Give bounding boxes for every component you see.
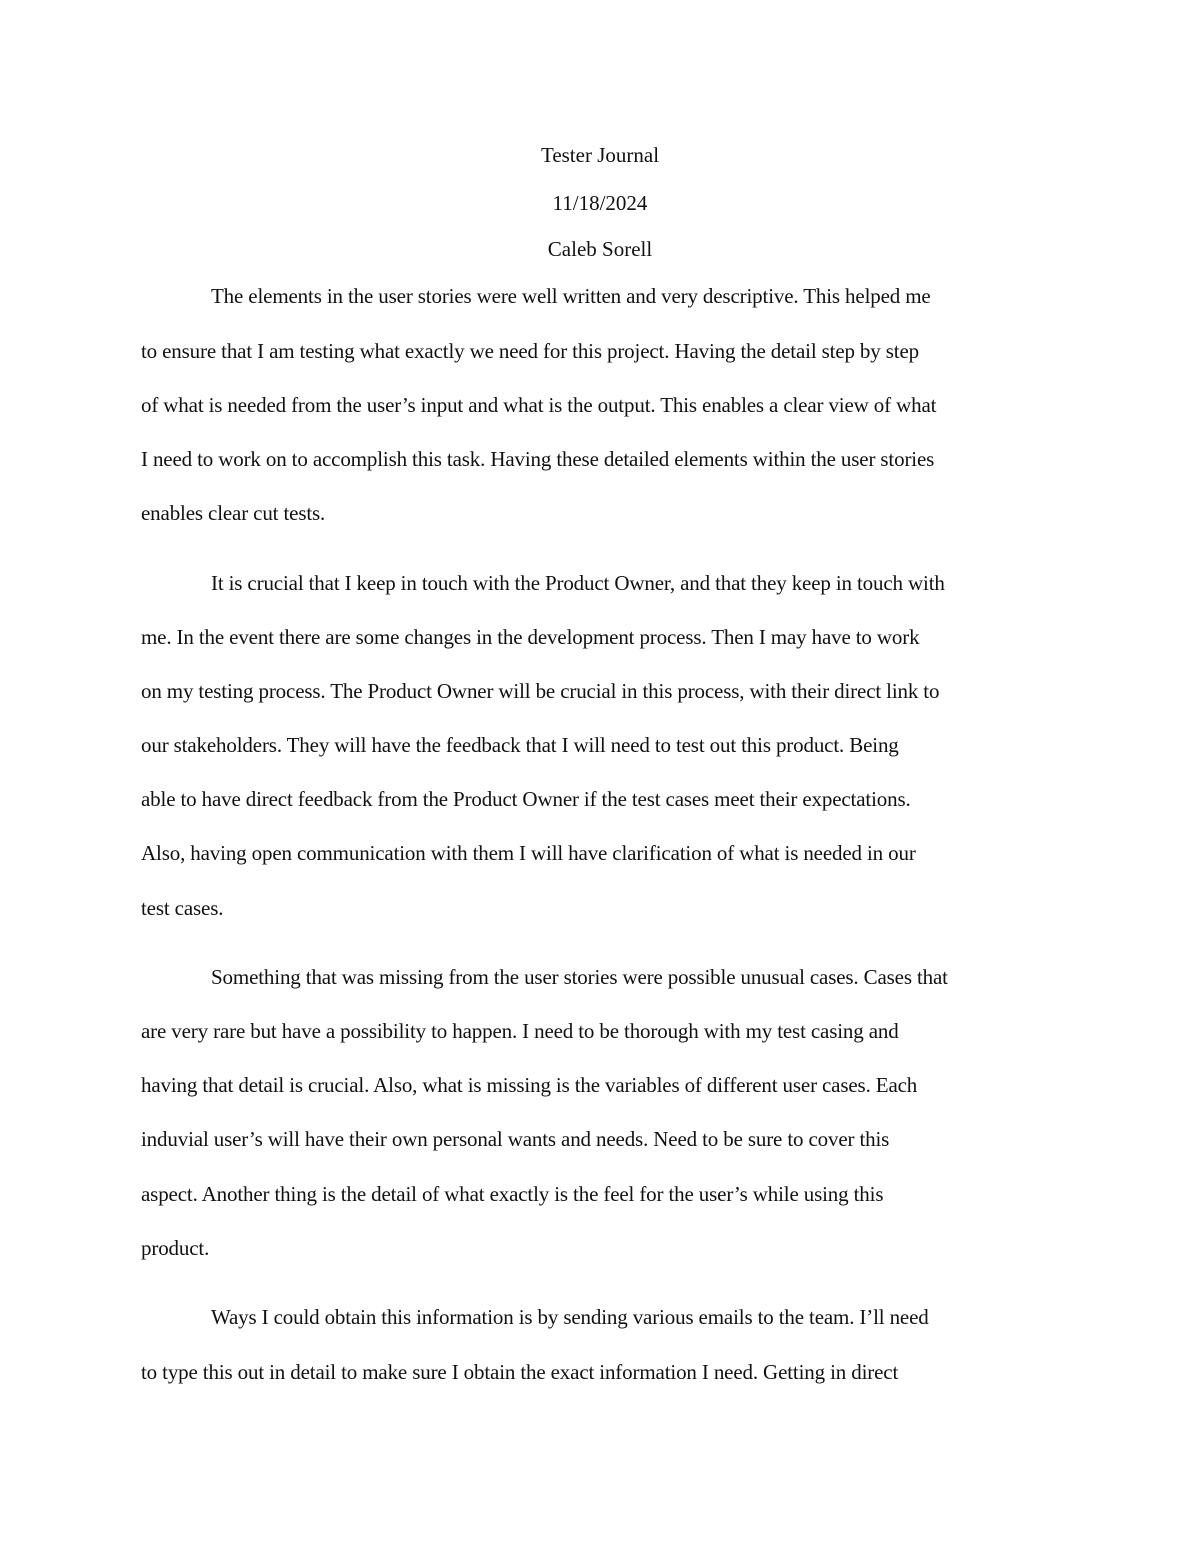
paragraph-3-line-2: are very rare but have a possibility to happen. I need to be thorough with my test casing and xyxy=(141,1019,899,1043)
paragraph-3-line-1: Something that was missing from the user stories were possible unusual cases. Cases that xyxy=(211,965,948,989)
paragraph-2-line-7: test cases. xyxy=(141,896,224,920)
paragraph-3-line-6: product. xyxy=(141,1236,210,1260)
paragraph-2-line-3: on my testing process. The Product Owner will be crucial in this process, with their direct link to xyxy=(141,679,940,703)
paragraph-2-line-6: Also, having open communication with them I will have clarification of what is needed in our xyxy=(141,841,916,865)
paragraph-2-line-2: me. In the event there are some changes in the development process. Then I may have to work xyxy=(141,625,920,649)
paragraph-2-line-4: our stakeholders. They will have the feedback that I will need to test out this product. Being xyxy=(141,733,899,757)
document-date: 11/18/2024 xyxy=(552,191,648,215)
paragraph-1-line-2: to ensure that I am testing what exactly we need for this project. Having the detail step by step xyxy=(141,339,919,363)
document-title: Tester Journal xyxy=(540,143,660,167)
paragraph-2-line-5: able to have direct feedback from the Product Owner if the test cases meet their expectations. xyxy=(141,787,911,811)
paragraph-3-line-3: having that detail is crucial. Also, what is missing is the variables of different user cases. Each xyxy=(141,1073,918,1097)
paragraph-4-line-2: to type this out in detail to make sure I obtain the exact information I need. Getting in direct xyxy=(141,1360,899,1384)
paragraph-1-line-5: enables clear cut tests. xyxy=(141,501,326,525)
paragraph-3-line-5: aspect. Another thing is the detail of what exactly is the feel for the user’s while using this xyxy=(141,1182,884,1206)
paragraph-2-line-1: It is crucial that I keep in touch with the Product Owner, and that they keep in touch with xyxy=(211,571,945,595)
paragraph-3-line-4: induvial user’s will have their own personal wants and needs. Need to be sure to cover this xyxy=(141,1127,890,1151)
paragraph-1-line-3: of what is needed from the user’s input and what is the output. This enables a clear view of what xyxy=(141,393,937,417)
paragraph-1-line-1: The elements in the user stories were well written and very descriptive. This helped me xyxy=(211,284,931,308)
paragraph-1-line-4: I need to work on to accomplish this task. Having these detailed elements within the user stories xyxy=(141,447,935,471)
paragraph-4-line-1: Ways I could obtain this information is by sending various emails to the team. I’ll need xyxy=(211,1305,929,1329)
document-author: Caleb Sorell xyxy=(547,237,653,261)
